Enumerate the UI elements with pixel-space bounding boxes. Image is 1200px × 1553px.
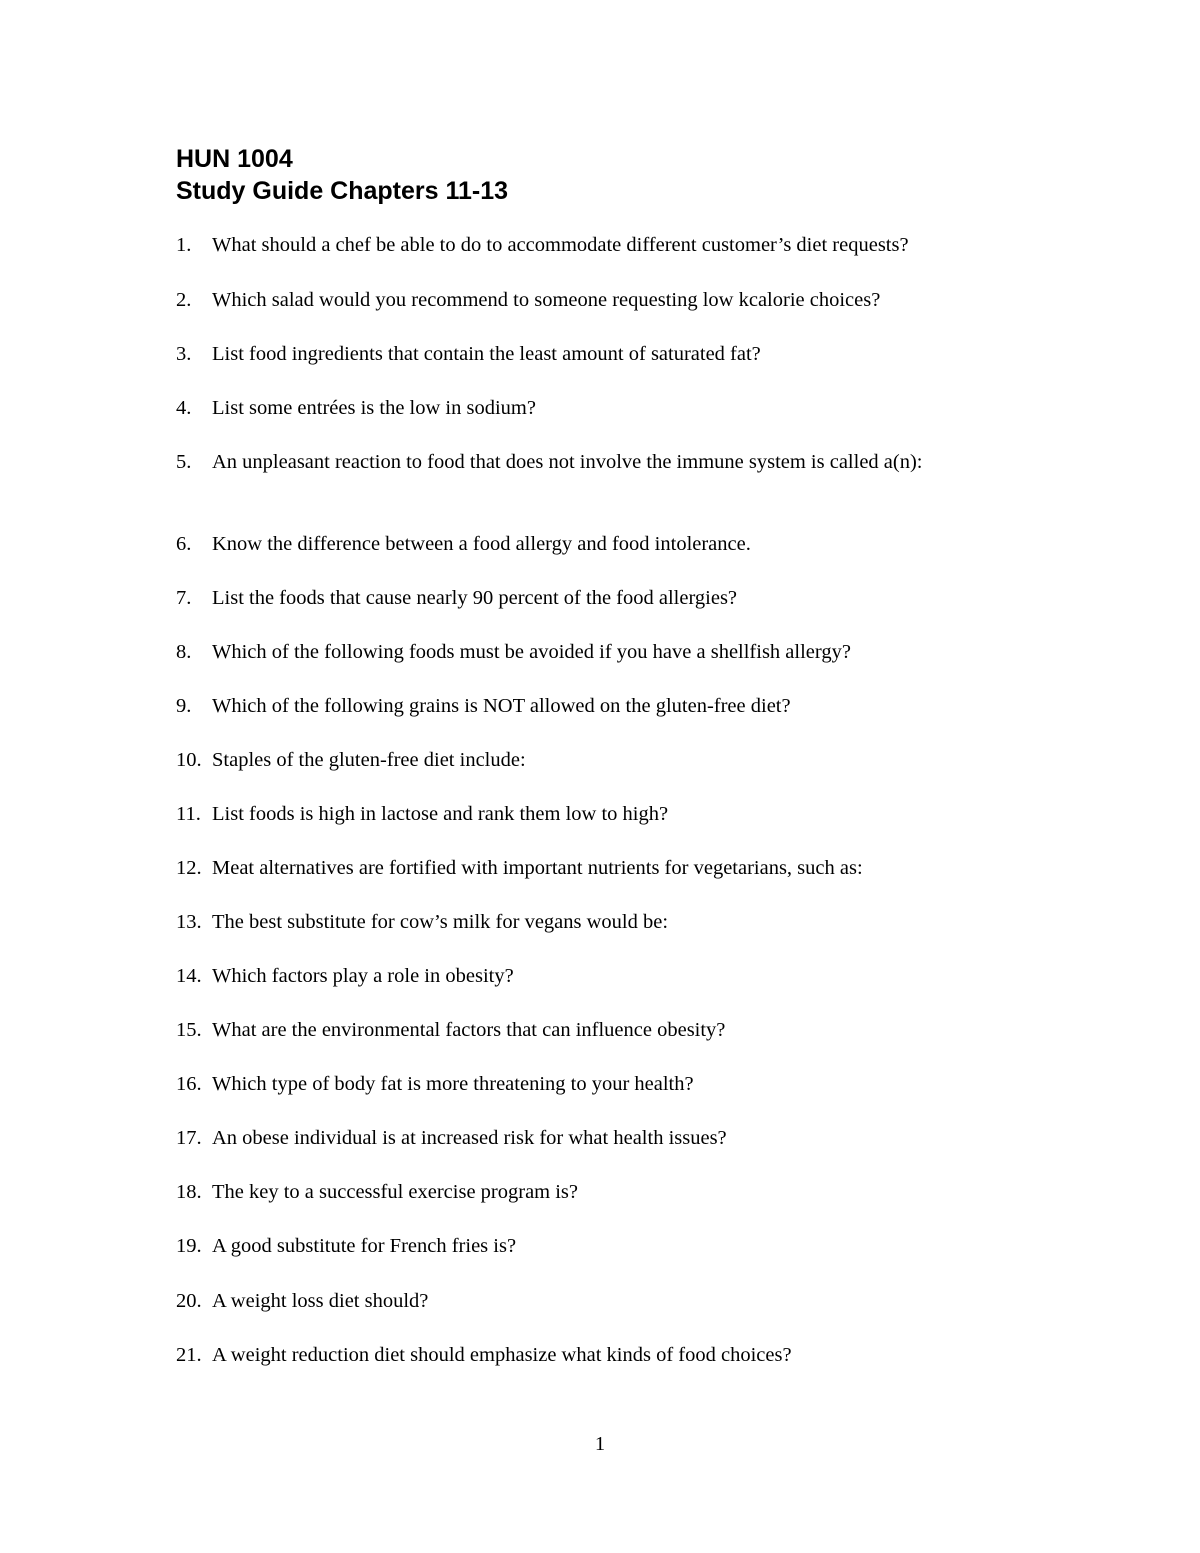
question-item bbox=[176, 585, 1036, 611]
question-item bbox=[176, 1288, 1036, 1314]
question-text: Which factors play a role in obesity? bbox=[212, 965, 514, 987]
question-text: List food ingredients that contain the least amount of saturated fat? bbox=[212, 343, 761, 365]
question-text: Know the difference between a food allergy and food intolerance. bbox=[212, 533, 751, 555]
question-number: 18. bbox=[176, 1181, 202, 1203]
question-item bbox=[176, 963, 1036, 989]
question-item bbox=[176, 1125, 1036, 1151]
question-item bbox=[176, 395, 1036, 421]
question-item bbox=[176, 693, 1036, 719]
question-text: What should a chef be able to do to accommodate different customer’s diet requests? bbox=[212, 234, 909, 256]
question-text: Meat alternatives are fortified with important nutrients for vegetarians, such as: bbox=[212, 857, 863, 879]
question-text: What are the environmental factors that can influence obesity? bbox=[212, 1019, 726, 1041]
question-number: 7. bbox=[176, 587, 192, 609]
question-text: A weight reduction diet should emphasize what kinds of food choices? bbox=[212, 1344, 792, 1366]
question-number: 4. bbox=[176, 397, 192, 419]
question-number: 9. bbox=[176, 695, 192, 717]
question-text: An obese individual is at increased risk for what health issues? bbox=[212, 1127, 727, 1149]
question-number: 21. bbox=[176, 1344, 202, 1366]
question-number: 20. bbox=[176, 1290, 202, 1312]
question-item bbox=[176, 639, 1036, 665]
question-text: The best substitute for cow’s milk for vegans would be: bbox=[212, 911, 669, 933]
question-number: 6. bbox=[176, 533, 192, 555]
question-item bbox=[176, 1071, 1036, 1097]
page-number: 1 bbox=[594, 1433, 606, 1455]
question-item bbox=[176, 909, 1036, 935]
question-item bbox=[176, 747, 1036, 773]
question-number: 8. bbox=[176, 641, 192, 663]
question-item bbox=[176, 1179, 1036, 1205]
question-number: 5. bbox=[176, 451, 192, 473]
question-text: A good substitute for French fries is? bbox=[212, 1235, 517, 1257]
question-number: 14. bbox=[176, 965, 202, 987]
question-text: List the foods that cause nearly 90 percent of the food allergies? bbox=[212, 587, 738, 609]
question-item bbox=[176, 1342, 1036, 1368]
question-item bbox=[176, 341, 1036, 367]
question-item bbox=[176, 232, 1036, 258]
question-text: List foods is high in lactose and rank them low to high? bbox=[212, 803, 669, 825]
question-text: Staples of the gluten-free diet include: bbox=[212, 749, 526, 771]
question-item bbox=[176, 1017, 1036, 1043]
question-number: 3. bbox=[176, 343, 192, 365]
question-text: Which salad would you recommend to someone requesting low kcalorie choices? bbox=[212, 289, 881, 311]
question-number: 16. bbox=[176, 1073, 202, 1095]
study-guide-title: Study Guide Chapters 11-13 bbox=[176, 177, 509, 205]
question-item bbox=[176, 855, 1036, 881]
question-item bbox=[176, 1233, 1036, 1259]
question-text: An unpleasant reaction to food that does not involve the immune system is called a(n): bbox=[212, 451, 923, 473]
question-number: 17. bbox=[176, 1127, 202, 1149]
question-number: 19. bbox=[176, 1235, 202, 1257]
question-text: The key to a successful exercise program is? bbox=[212, 1181, 579, 1203]
question-number: 10. bbox=[176, 749, 202, 771]
question-text: Which of the following foods must be avoided if you have a shellfish allergy? bbox=[212, 641, 851, 663]
question-number: 13. bbox=[176, 911, 202, 933]
question-text: Which type of body fat is more threatening to your health? bbox=[212, 1073, 694, 1095]
question-item bbox=[176, 287, 1036, 313]
question-text: Which of the following grains is NOT allowed on the gluten-free diet? bbox=[212, 695, 791, 717]
question-number: 12. bbox=[176, 857, 202, 879]
question-item bbox=[176, 801, 1036, 827]
question-item bbox=[176, 531, 1036, 557]
question-text: List some entrées is the low in sodium? bbox=[212, 397, 536, 419]
question-list bbox=[176, 0, 1056, 1553]
question-number: 11. bbox=[176, 803, 201, 825]
question-number: 15. bbox=[176, 1019, 202, 1041]
question-text: A weight loss diet should? bbox=[212, 1290, 429, 1312]
question-number: 2. bbox=[176, 289, 192, 311]
question-item bbox=[176, 449, 986, 475]
question-number: 1. bbox=[176, 234, 192, 256]
course-code: HUN 1004 bbox=[176, 145, 293, 173]
